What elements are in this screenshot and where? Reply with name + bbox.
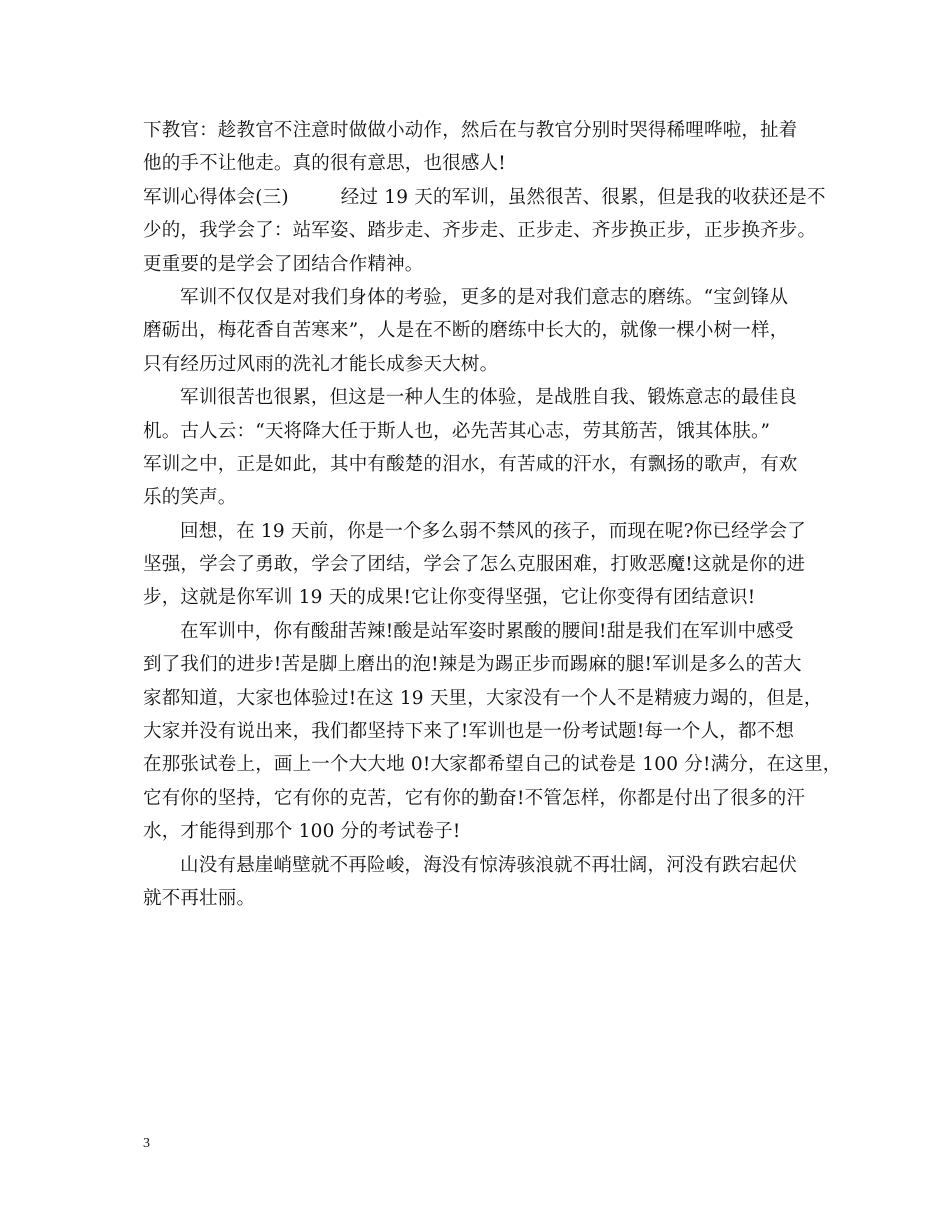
text-line: 下教官：趁教官不注意时做做小动作，然后在与教官分别时哭得稀哩哗啦，扯着 [143,120,798,141]
text-line: 只有经历过风雨的洗礼才能长成参天大树。 [143,353,499,375]
section-first-text: 经过 19 天的军训，虽然很苦、很累，但是我的收获还是不 [340,186,826,208]
text-line: 家都知道，大家也体验过!在这 19 天里，大家没有一个人不是精疲力竭的，但是， [143,687,823,709]
paragraph-first-line: 军训很苦也很累，但这是一种人生的体验，是战胜自我、锻炼意志的最佳良 [180,387,798,409]
document-body [143,114,842,915]
paragraph-first-line: 回想，在 19 天前，你是一个多么弱不禁风的孩子，而现在呢?你已经学会了 [180,520,806,542]
text-line: 到了我们的进步!苦是脚上磨出的泡!辣是为踢正步而踢麻的腿!军训是多么的苦大 [143,654,802,676]
page-number: 3 [143,1136,150,1151]
text-line: 步，这就是你军训 19 天的成果!它让你变得坚强，它让你变得有团结意识! [143,587,756,609]
paragraph-first-line: 军训不仅仅是对我们身体的考验，更多的是对我们意志的磨练。“宝剑锋从 [180,286,789,308]
text-line: 他的手不让他走。真的很有意思，也很感人! [143,153,506,175]
text-line: 在那张试卷上，画上一个大大地 0!大家都希望自己的试卷是 100 分!满分，在这里， [143,754,842,776]
text-line: 军训之中，正是如此，其中有酸楚的泪水，有苦咸的汗水，有飘扬的歌声，有欢 [143,453,798,475]
text-line: 就不再壮丽。 [143,887,256,909]
text-line: 乐的笑声。 [143,487,237,509]
text-line: 它有你的坚持，它有你的克苦，它有你的勤奋!不管怎样，你都是付出了很多的汗 [143,787,806,809]
text-line: 水，才能得到那个 100 分的考试卷子! [143,821,461,843]
section-heading: 军训心得体会(三) [143,186,289,208]
text-line: 机。古人云：“天将降大任于斯人也，必先苦其心志，劳其筋苦，饿其体肤。” [143,420,771,442]
text-line: 更重要的是学会了团结合作精神。 [143,253,424,275]
text-line: 坚强，学会了勇敢，学会了团结，学会了怎么克服困难，打败恶魔!这就是你的进 [143,554,806,576]
paragraph-first-line: 在军训中，你有酸甜苦辣!酸是站军姿时累酸的腰间!甜是我们在军训中感受 [180,620,794,642]
paragraph-first-line: 山没有悬崖峭壁就不再险峻，海没有惊涛骇浪就不再壮阔，河没有跌宕起伏 [180,854,798,876]
section-heading-line [143,181,826,214]
text-line: 少的，我学会了：站军姿、踏步走、齐步走、正步走、齐步换正步，正步换齐步。 [143,220,817,242]
text-line: 磨砺出，梅花香自苦寒来”，人是在不断的磨练中长大的，就像一棵小树一样， [143,320,789,342]
text-line: 大家并没有说出来，我们都坚持下来了!军训也是一份考试题!每一个人，都不想 [143,721,795,743]
